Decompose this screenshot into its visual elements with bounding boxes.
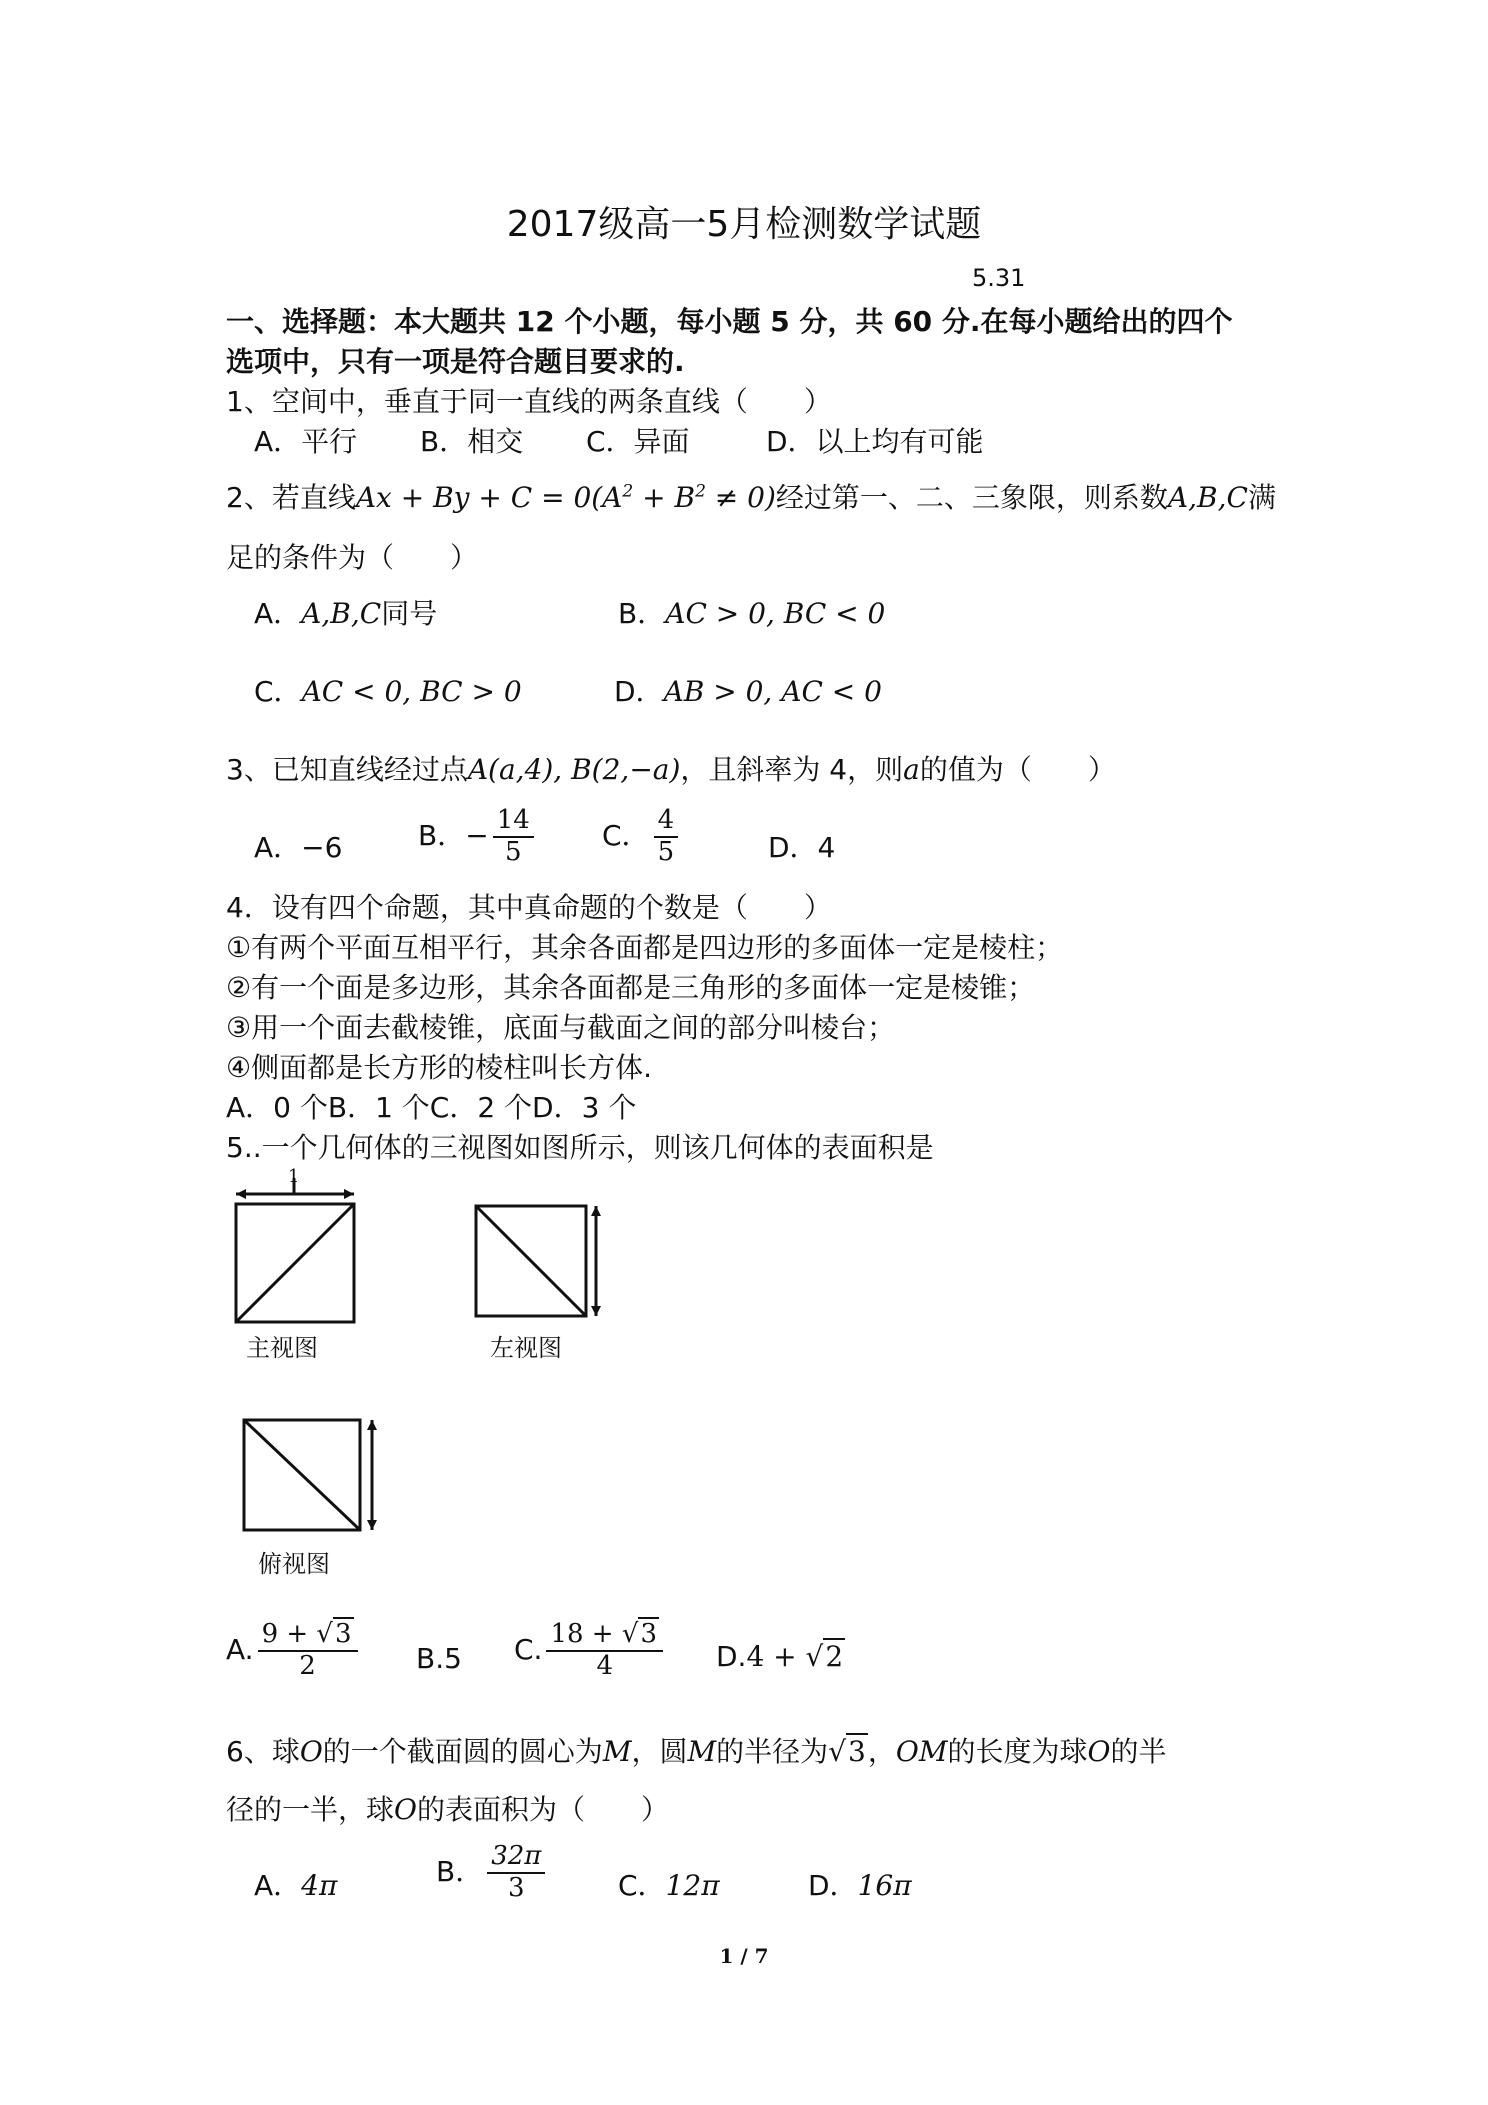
q5-a-label: A. <box>226 1632 254 1666</box>
top-dim-arrow-top <box>367 1420 377 1430</box>
q6-p7: 的半 <box>1110 1735 1167 1768</box>
q1-option-b: B．相交 <box>420 425 524 458</box>
q6-option-c <box>618 1864 720 1904</box>
q2-suffix1: 经过第一、二、三象限，则系数 <box>775 481 1168 514</box>
q6-p4: 的半径为 <box>716 1735 829 1768</box>
q4-proposition-2: ②有一个面是多边形，其余各面都是三角形的多面体一定是棱锥； <box>226 971 1036 1004</box>
q6-b-label: B． <box>436 1854 484 1888</box>
q3-option-a: A．−6 <box>254 831 343 864</box>
side-view-diagonal <box>476 1206 586 1316</box>
q6-M-2: M <box>687 1735 717 1768</box>
q6-p1: 6、球 <box>226 1735 300 1768</box>
q4-proposition-4: ④侧面都是长方形的棱柱叫长方体. <box>226 1051 653 1084</box>
q3-option-b <box>418 806 538 868</box>
q5-d-sqrt: √2 <box>805 1640 844 1673</box>
q2-option-a <box>254 592 437 632</box>
front-view-diagonal <box>236 1204 354 1322</box>
q2-prefix: 2、若直线 <box>226 481 356 514</box>
q3-b-fraction <box>493 806 534 868</box>
q5-a-denominator: 2 <box>299 1650 316 1681</box>
q3-b-numerator: 14 <box>493 806 534 838</box>
section-heading-line1: 一、选择题：本大题共 12 个小题，每小题 5 分，共 60 分.在每小题给出的四个 <box>226 305 1233 338</box>
front-view-caption: 主视图 <box>246 1334 318 1362</box>
q6-O-1: O <box>299 1735 323 1768</box>
q2-c-math: AC < 0, BC > 0 <box>301 675 522 708</box>
q5-c-fraction <box>546 1620 663 1682</box>
q4-proposition-1: ①有两个平面互相平行，其余各面都是四边形的多面体一定是棱柱； <box>226 931 1064 964</box>
q3-option-d: D．4 <box>768 831 836 864</box>
q5-a-radicand: 3 <box>335 1619 352 1649</box>
q5-option-d <box>716 1640 845 1673</box>
q1-option-a: A．平行 <box>254 425 358 458</box>
front-view-diagram <box>226 1176 366 1326</box>
q2-coefficients: A,B,C <box>1167 481 1248 514</box>
q4-stem: 4．设有四个命题，其中真命题的个数是（ ） <box>226 891 832 924</box>
q3-points: A(a,4), B(2,−a) <box>467 753 681 786</box>
q3-var: a <box>903 753 920 786</box>
q5-c-sqrt: √3 <box>621 1619 657 1649</box>
q2-option-d <box>614 670 882 710</box>
front-dim-arrow-right <box>344 1189 354 1199</box>
top-view-diagram <box>236 1410 386 1540</box>
q1-option-d: D．以上均有可能 <box>766 425 984 458</box>
q3-c-fraction <box>654 806 679 868</box>
q3-c-numerator: 4 <box>654 806 679 838</box>
q6-p6: 的长度为球 <box>947 1735 1088 1768</box>
exam-date: 5.31 <box>972 264 1026 292</box>
q5-option-b: B.5 <box>416 1642 462 1675</box>
q2-b-label: B． <box>618 597 666 630</box>
q5-c-denominator: 4 <box>596 1650 613 1681</box>
q5-a-numerator <box>258 1620 358 1652</box>
q3-b-sign: − <box>465 818 489 852</box>
q5-c-radicand: 3 <box>640 1619 657 1649</box>
q2-a-label: A． <box>254 597 302 630</box>
q5-d-label: D. <box>716 1640 747 1673</box>
q6-d-label: D． <box>808 1869 858 1902</box>
q6-p3: ，圆 <box>631 1735 688 1768</box>
q2-eq-part2: + B <box>633 481 696 514</box>
q3-option-c <box>602 806 682 868</box>
side-view-caption: 左视图 <box>490 1334 562 1362</box>
q6-b-numerator: 32π <box>487 1842 545 1874</box>
q5-c-num-int: 18 + <box>550 1619 622 1649</box>
side-view-diagram <box>466 1196 606 1326</box>
q6-b-denominator: 3 <box>508 1872 525 1903</box>
front-dim-arrow-left <box>236 1189 246 1199</box>
top-view-caption: 俯视图 <box>258 1550 330 1578</box>
page-title: 2017级高一5月检测数学试题 <box>506 204 982 245</box>
q2-a-math: A,B,C <box>301 597 382 630</box>
q3-stem <box>226 748 1116 788</box>
q3-c-denominator: 5 <box>657 836 675 867</box>
q5-d-int: 4 + <box>746 1640 806 1673</box>
q6-stem-line2 <box>226 1788 669 1828</box>
q2-b-math: AC > 0, BC < 0 <box>665 597 886 630</box>
q1-stem: 1、空间中，垂直于同一直线的两条直线（ ） <box>226 385 832 418</box>
q6-p5: ， <box>867 1735 896 1768</box>
q2-d-math: AB > 0, AC < 0 <box>663 675 882 708</box>
q6-line2a: 径的一半，球 <box>226 1793 395 1826</box>
q6-radicand: 3 <box>848 1735 866 1768</box>
q4-options: A．0 个B．1 个C．2 个D．3 个 <box>226 1091 637 1124</box>
q6-O-2: O <box>1087 1735 1111 1768</box>
q2-c-label: C． <box>254 675 302 708</box>
q2-a-text: 同号 <box>381 597 438 630</box>
q3-mid: ，且斜率为 4，则 <box>680 753 904 786</box>
q1-option-c: C．异面 <box>586 425 690 458</box>
q2-d-label: D． <box>614 675 664 708</box>
top-dim-arrow-bottom <box>367 1520 377 1530</box>
q3-suffix: 的值为（ ） <box>919 753 1116 786</box>
q6-d-value: 16π <box>857 1869 912 1902</box>
q3-prefix: 3、已知直线经过点 <box>226 753 468 786</box>
q2-sup-a: 2 <box>622 481 634 502</box>
q6-c-label: C． <box>618 1869 666 1902</box>
q6-a-label: A． <box>254 1869 302 1902</box>
q5-a-fraction <box>258 1620 358 1682</box>
q2-sup-b: 2 <box>695 481 706 502</box>
q2-eq-part1: Ax + By + C = 0(A <box>355 481 623 514</box>
q6-stem-line1 <box>226 1730 1167 1770</box>
q5-stem: 5..一个几何体的三视图如图所示，则该几何体的表面积是 <box>226 1131 934 1164</box>
q5-d-radicand: 2 <box>825 1640 844 1673</box>
q6-option-d <box>808 1864 912 1904</box>
q2-eq-part3: ≠ 0) <box>705 481 776 514</box>
q3-b-denominator: 5 <box>504 836 522 867</box>
q5-option-c <box>514 1620 667 1682</box>
q5-a-sqrt: √3 <box>316 1619 352 1649</box>
q6-OM: OM <box>895 1735 948 1768</box>
section-heading-line2: 选项中，只有一项是符合题目要求的. <box>226 345 685 378</box>
q6-M-1: M <box>602 1735 632 1768</box>
front-dim-label: 1 <box>288 1166 300 1187</box>
q2-stem-line1 <box>226 476 1276 516</box>
q5-a-num-int: 9 + <box>261 1619 317 1649</box>
q5-c-numerator <box>546 1620 663 1652</box>
q3-b-label: B． <box>418 818 466 852</box>
q3-c-label: C． <box>602 818 650 852</box>
q6-line2b: 的表面积为（ ） <box>416 1793 669 1826</box>
q6-b-fraction <box>487 1842 545 1904</box>
q4-proposition-3: ③用一个面去截棱锥，底面与截面之间的部分叫棱台； <box>226 1011 896 1044</box>
side-dim-arrow-bottom <box>591 1306 601 1316</box>
q2-equation <box>356 481 776 514</box>
q2-stem-line2: 足的条件为（ ） <box>226 541 479 574</box>
q6-c-value: 12π <box>665 1869 720 1902</box>
q2-option-c <box>254 670 522 710</box>
q2-option-b <box>618 592 885 632</box>
q5-option-a <box>226 1620 362 1682</box>
q6-a-value: 4π <box>301 1869 338 1902</box>
q2-suffix2: 满 <box>1247 481 1276 514</box>
q6-O-3: O <box>394 1793 417 1826</box>
q6-option-a <box>254 1864 337 1904</box>
page-number: 1 / 7 <box>719 1944 769 1968</box>
q6-p2: 的一个截面圆的圆心为 <box>322 1735 603 1768</box>
top-view-diagonal <box>244 1420 360 1530</box>
q6-option-b <box>436 1842 549 1904</box>
side-dim-arrow-top <box>591 1206 601 1216</box>
q5-c-label: C. <box>514 1632 543 1666</box>
q6-sqrt: √3 <box>828 1735 866 1768</box>
